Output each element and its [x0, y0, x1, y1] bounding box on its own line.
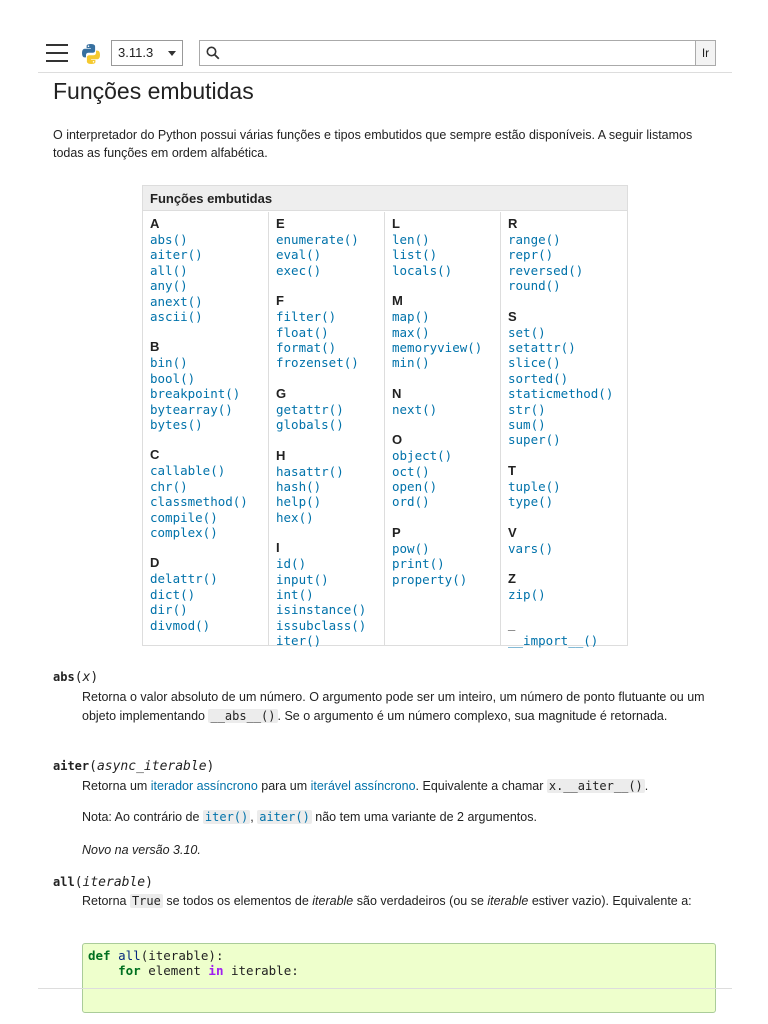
desc-text: . — [644, 779, 649, 793]
desc-text: Retorna o valor absoluto de um número. O argumento pode ser um inteiro, um número de ponto flutuante ou um objeto implementando — [82, 690, 705, 723]
table-letter: M — [392, 293, 403, 309]
link-aiter[interactable]: aiter() — [259, 810, 310, 824]
function-link[interactable]: enumerate() — [276, 232, 359, 247]
desc-text: Retorna um — [82, 779, 151, 793]
open-paren: ( — [89, 759, 97, 774]
table-letter: G — [276, 385, 287, 401]
table-letter: H — [276, 447, 286, 463]
function-name: aiter — [53, 759, 90, 773]
function-link[interactable]: max() — [392, 324, 430, 340]
function-link[interactable]: filter() — [276, 309, 337, 325]
menu-icon[interactable] — [46, 44, 68, 62]
table-letter: E — [276, 216, 285, 231]
desc-text: estiver vazio). Equivalente a: — [528, 894, 692, 908]
chevron-down-icon — [168, 51, 176, 56]
code-keyword: for — [118, 963, 141, 978]
function-link[interactable]: any() — [150, 278, 188, 294]
table-letter: T — [508, 462, 516, 478]
link-async-iterator[interactable]: iterador assíncrono — [150, 779, 258, 793]
function-link[interactable]: reversed() — [508, 262, 584, 278]
aiter-note — [82, 808, 722, 827]
close-paren: ) — [206, 759, 215, 774]
version-select[interactable] — [111, 40, 183, 66]
table-letter: A — [150, 216, 160, 231]
function-link[interactable]: round() — [508, 278, 561, 294]
table-letter: B — [150, 339, 160, 355]
table-column-1 — [143, 212, 269, 645]
function-link[interactable]: exec() — [276, 262, 322, 278]
function-link[interactable]: ascii() — [150, 309, 203, 324]
table-letter: C — [150, 447, 160, 463]
search-box[interactable] — [199, 40, 697, 66]
function-link[interactable]: print() — [392, 556, 445, 572]
function-link[interactable]: frozenset() — [276, 355, 359, 371]
builtins-table — [142, 185, 628, 649]
function-link[interactable]: aiter() — [150, 247, 203, 263]
table-letter: D — [150, 555, 160, 571]
function-link[interactable]: hex() — [276, 509, 314, 525]
inline-code: __abs__() — [210, 709, 276, 723]
table-letter: F — [276, 293, 284, 309]
function-link[interactable]: dir() — [150, 602, 188, 618]
footer-divider — [38, 988, 732, 989]
function-link[interactable]: bytes() — [150, 417, 203, 432]
function-link[interactable]: isinstance() — [276, 602, 367, 618]
function-link[interactable]: eval() — [276, 247, 322, 263]
function-link[interactable]: list() — [392, 247, 438, 263]
function-name: abs — [53, 670, 75, 684]
function-link[interactable]: getattr() — [276, 401, 344, 417]
all-description — [82, 892, 722, 911]
desc-text: se todos os elementos de — [162, 894, 313, 908]
function-link[interactable]: help() — [276, 494, 322, 510]
function-link[interactable]: map() — [392, 309, 430, 325]
function-link[interactable]: sum() — [508, 417, 546, 432]
function-link[interactable]: ord() — [392, 494, 430, 510]
function-link[interactable]: compile() — [150, 509, 218, 525]
function-link[interactable]: hasattr() — [276, 463, 344, 479]
function-link[interactable]: repr() — [508, 247, 554, 263]
table-letter: I — [276, 540, 280, 556]
function-link[interactable]: tuple() — [508, 478, 561, 494]
function-link[interactable]: property() — [392, 571, 468, 587]
function-link[interactable]: id() — [276, 556, 307, 572]
header-divider — [38, 72, 732, 73]
inline-code: True — [131, 894, 161, 908]
function-link[interactable]: classmethod() — [150, 494, 248, 510]
version-value: 3.11.3 — [118, 45, 154, 60]
function-param: async_iterable — [96, 759, 207, 774]
function-link[interactable]: hash() — [276, 479, 322, 494]
open-paren: ( — [74, 875, 83, 890]
function-link[interactable]: locals() — [392, 262, 453, 278]
emphasis: iterable — [312, 894, 354, 908]
code-operator: in — [208, 963, 224, 978]
search-icon — [206, 46, 220, 60]
table-letter: N — [392, 385, 402, 401]
code-text: (iterable): — [140, 948, 224, 963]
search-go-button[interactable]: Ir — [695, 40, 716, 66]
abs-description — [82, 688, 722, 726]
function-link[interactable]: complex() — [150, 525, 218, 540]
function-link[interactable]: pow() — [392, 540, 430, 556]
desc-text: , — [250, 810, 258, 824]
function-link[interactable]: anext() — [150, 293, 203, 309]
function-link[interactable]: format() — [276, 340, 337, 355]
function-link[interactable]: setattr() — [508, 340, 576, 355]
close-paren: ) — [145, 875, 153, 890]
function-link[interactable]: sorted() — [508, 370, 569, 386]
search-input[interactable] — [224, 43, 688, 65]
desc-text: . Se o argumento é um número complexo, sua magnitude é retornada. — [277, 709, 668, 723]
function-link[interactable]: int() — [276, 587, 314, 602]
table-header: Funções embutidas — [143, 186, 627, 211]
code-block — [82, 943, 716, 1013]
function-link[interactable]: open() — [392, 479, 438, 494]
link-async-iterable[interactable]: iterável assíncrono — [310, 779, 416, 793]
link-iter[interactable]: iter() — [204, 810, 249, 824]
table-letter: V — [508, 524, 517, 540]
function-link[interactable]: type() — [508, 494, 554, 510]
inline-code: x.__aiter__() — [548, 779, 643, 793]
function-link[interactable]: bytearray() — [150, 401, 233, 417]
table-column-3 — [385, 212, 501, 645]
desc-text: são verdadeiros (ou se — [353, 894, 488, 908]
page-title: Funções embutidas — [53, 78, 254, 104]
desc-text: . Equivalente a chamar — [415, 779, 547, 793]
function-param: iterable — [82, 875, 146, 890]
python-logo-icon[interactable] — [80, 43, 102, 65]
desc-text: para um — [257, 779, 311, 793]
function-link[interactable]: delattr() — [150, 571, 218, 587]
function-link[interactable]: callable() — [150, 463, 226, 479]
desc-text: Nota: Ao contrário de — [82, 810, 203, 824]
function-link[interactable]: breakpoint() — [150, 386, 241, 402]
function-link[interactable]: range() — [508, 232, 561, 247]
desc-text: não tem uma variante de 2 argumentos. — [311, 810, 537, 824]
abs-signature — [53, 669, 98, 685]
function-link[interactable]: staticmethod() — [508, 386, 614, 402]
function-link[interactable]: divmod() — [150, 617, 211, 633]
desc-text: Retorna — [82, 894, 130, 908]
code-keyword: def — [88, 948, 111, 963]
table-column-4 — [501, 212, 627, 649]
top-bar — [0, 0, 768, 73]
function-link[interactable]: memoryview() — [392, 340, 483, 355]
table-column-2 — [269, 212, 385, 649]
function-param: x — [82, 670, 91, 685]
table-letter: Z — [508, 571, 516, 586]
code-text: iterable: — [223, 963, 299, 978]
code-text: element — [140, 963, 209, 978]
function-link[interactable]: iter() — [276, 633, 322, 649]
aiter-signature — [53, 758, 214, 774]
function-link[interactable]: float() — [276, 324, 329, 340]
aiter-description — [82, 777, 722, 796]
close-paren: ) — [90, 670, 99, 685]
function-link[interactable]: vars() — [508, 540, 554, 556]
code-function-name: all — [118, 948, 141, 963]
function-link[interactable]: globals() — [276, 417, 344, 433]
function-link[interactable]: slice() — [508, 355, 561, 371]
function-name: all — [53, 875, 75, 889]
table-letter: _ — [508, 617, 516, 633]
function-link[interactable]: oct() — [392, 463, 430, 479]
table-letter: L — [392, 216, 400, 231]
emphasis: iterable — [487, 894, 529, 908]
function-link[interactable]: chr() — [150, 478, 188, 494]
function-link[interactable]: input() — [276, 571, 329, 587]
function-link[interactable]: len() — [392, 232, 430, 247]
function-link[interactable]: bin() — [150, 355, 188, 371]
function-link[interactable]: min() — [392, 355, 430, 371]
intro-text: O interpretador do Python possui várias funções e tipos embutidos que sempre estão disponíveis. A seguir listamos todas as funções em ordem alfabética. — [53, 128, 693, 160]
table-letter: O — [392, 432, 403, 448]
table-letter: R — [508, 216, 518, 231]
function-link[interactable]: set() — [508, 324, 546, 340]
aiter-version-note: Novo na versão 3.10. — [82, 843, 201, 857]
function-link[interactable]: next() — [392, 401, 438, 417]
all-signature — [53, 874, 153, 890]
table-letter: S — [508, 308, 517, 324]
function-link[interactable]: issubclass() — [276, 617, 367, 633]
function-link[interactable]: all() — [150, 262, 188, 278]
function-link[interactable]: bool() — [150, 370, 196, 386]
function-link[interactable]: zip() — [508, 587, 546, 602]
function-link[interactable]: abs() — [150, 232, 188, 247]
function-link[interactable]: dict() — [150, 586, 196, 602]
function-link[interactable]: super() — [508, 432, 561, 448]
function-link[interactable]: str() — [508, 401, 546, 417]
function-link[interactable]: __import__() — [508, 633, 599, 649]
open-paren: ( — [74, 670, 83, 685]
table-letter: P — [392, 524, 401, 540]
function-link[interactable]: object() — [392, 448, 453, 464]
